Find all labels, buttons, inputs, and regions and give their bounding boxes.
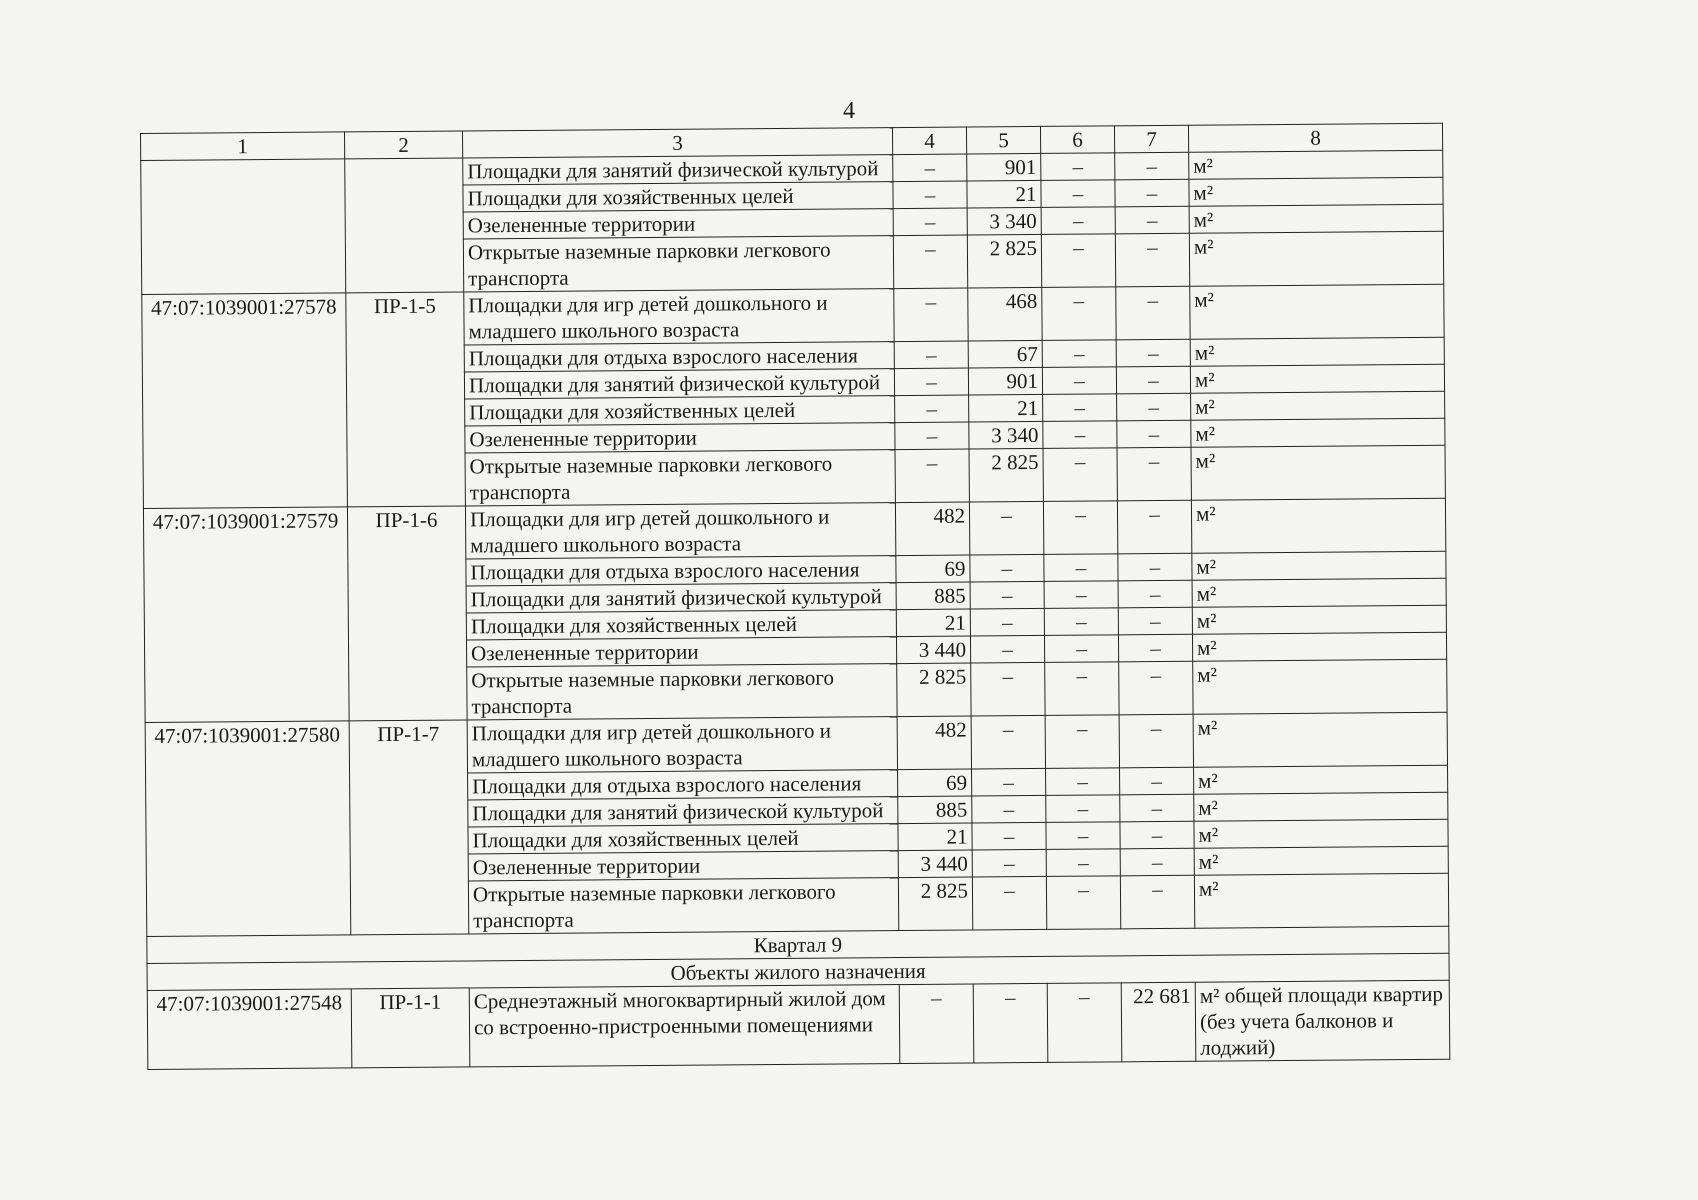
code-cell: ПР-1-1 — [351, 988, 470, 1068]
value-col4: – — [893, 208, 967, 236]
value-col6: – — [1044, 581, 1118, 609]
object-name: Площадки для хозяйственных целей — [466, 610, 896, 640]
value-col7: – — [1115, 152, 1189, 180]
value-col6: – — [1045, 715, 1119, 769]
value-col7: 22 681 — [1121, 982, 1196, 1062]
table-row — [147, 980, 1450, 1069]
value-col5: – — [970, 608, 1044, 636]
unit-cell: м² — [1190, 337, 1444, 366]
object-name: Площадки для игр детей дошкольного и младшего школьного возраста — [467, 717, 897, 773]
value-col4: 69 — [898, 769, 972, 797]
value-col7: – — [1120, 875, 1194, 929]
value-col5: – — [969, 501, 1043, 555]
value-col5: – — [972, 795, 1046, 823]
value-col5: – — [972, 876, 1046, 930]
value-col7: – — [1116, 366, 1190, 394]
object-name: Озелененные территории — [466, 637, 896, 667]
unit-cell: м² — [1193, 712, 1447, 767]
value-col6: – — [1046, 822, 1120, 850]
cadastral-cell: 47:07:1039001:27548 — [147, 989, 352, 1070]
value-col5: 901 — [967, 153, 1041, 181]
value-col5: – — [971, 715, 1045, 769]
unit-cell: м² — [1189, 204, 1443, 233]
unit-cell: м² — [1191, 498, 1445, 553]
value-col4: – — [895, 449, 969, 503]
object-name: Открытые наземные парковки легкового транспорта — [463, 236, 893, 292]
value-col5: 3 340 — [969, 421, 1043, 449]
value-col4: – — [894, 341, 968, 369]
value-col7: – — [1120, 848, 1194, 876]
value-col4: – — [894, 288, 968, 342]
unit-cell: м² — [1190, 284, 1444, 339]
col-header-1: 1 — [141, 132, 345, 161]
value-col4: 885 — [898, 796, 972, 824]
value-col6: – — [1041, 234, 1115, 288]
value-col6: – — [1043, 501, 1117, 555]
value-col7: – — [1119, 714, 1193, 768]
value-col6: – — [1042, 340, 1116, 368]
unit-cell: м² — [1190, 364, 1444, 393]
value-col5: 67 — [968, 340, 1042, 368]
value-col4: 21 — [898, 823, 972, 851]
value-col5: 2 825 — [967, 234, 1041, 288]
value-col5: 901 — [968, 367, 1042, 395]
object-name: Площадки для отдыха взрослого населения — [468, 770, 898, 800]
value-col6: – — [1047, 983, 1122, 1063]
col-header-4: 4 — [892, 127, 966, 155]
code-cell: ПР-1-7 — [349, 720, 469, 935]
object-name: Озелененные территории — [463, 209, 893, 239]
value-col7: – — [1119, 661, 1193, 715]
cadastral-cell — [141, 159, 346, 295]
unit-cell: м² — [1189, 177, 1443, 206]
value-col6: – — [1045, 662, 1119, 716]
value-col5: – — [971, 662, 1045, 716]
object-name: Площадки для игр детей дошкольного и младшего школьного возраста — [464, 289, 894, 345]
value-col7: – — [1115, 233, 1189, 287]
value-col4: 482 — [897, 716, 971, 770]
unit-cell: м² — [1194, 819, 1448, 848]
value-col7: – — [1117, 500, 1191, 554]
value-col5: 21 — [969, 394, 1043, 422]
value-col4: 69 — [896, 555, 970, 583]
unit-cell: м² — [1189, 150, 1443, 179]
unit-cell: м² — [1189, 231, 1443, 286]
value-col4: 3 440 — [896, 636, 970, 664]
value-col6: – — [1046, 849, 1120, 877]
value-col7: – — [1118, 634, 1192, 662]
value-col5: – — [970, 635, 1044, 663]
value-col7: – — [1120, 821, 1194, 849]
object-name: Озелененные территории — [468, 851, 898, 881]
object-name: Площадки для занятий физической культурой — [466, 583, 896, 613]
object-name: Открытые наземные парковки легкового транспорта — [468, 878, 898, 934]
value-col7: – — [1115, 206, 1189, 234]
object-name: Площадки для хозяйственных целей — [463, 182, 893, 212]
value-col4: 21 — [896, 609, 970, 637]
unit-cell: м² — [1191, 391, 1445, 420]
value-col5: – — [972, 768, 1046, 796]
value-col4: – — [893, 235, 967, 289]
value-col6: – — [1041, 207, 1115, 235]
objects-table — [140, 123, 1450, 1070]
value-col6: – — [1046, 795, 1120, 823]
object-name: Площадки для занятий физической культурой — [468, 797, 898, 827]
object-name: Озелененные территории — [465, 423, 895, 453]
object-name: Площадки для занятий физической культурой — [463, 155, 893, 185]
value-col7: – — [1116, 339, 1190, 367]
value-col4: 2 825 — [897, 663, 971, 717]
value-col7: – — [1117, 447, 1191, 501]
cadastral-cell: 47:07:1039001:27580 — [145, 721, 351, 937]
object-type-heading: Объекты жилого назначения — [147, 953, 1449, 990]
value-col4: – — [893, 181, 967, 209]
col-header-2: 2 — [344, 131, 462, 159]
value-col7: – — [1115, 179, 1189, 207]
value-col6: – — [1044, 554, 1118, 582]
unit-cell: м² — [1194, 792, 1448, 821]
value-col4: – — [893, 154, 967, 182]
page-number: 4 — [843, 98, 855, 124]
object-name: Площадки для занятий физической культурой — [464, 369, 894, 399]
quarter-heading: Квартал 9 — [147, 926, 1449, 963]
unit-cell: м² — [1192, 632, 1446, 661]
col-header-3: 3 — [462, 128, 892, 158]
code-cell: ПР-1-6 — [347, 506, 467, 721]
unit-cell: м² — [1192, 551, 1446, 580]
value-col5: – — [972, 822, 1046, 850]
value-col6: – — [1043, 448, 1117, 502]
value-col4: 482 — [895, 502, 969, 556]
col-header-7: 7 — [1114, 125, 1188, 153]
value-col4: – — [895, 395, 969, 423]
value-col5: – — [970, 581, 1044, 609]
object-name: Открытые наземные парковки легкового транспорта — [465, 450, 895, 506]
value-col6: – — [1046, 768, 1120, 796]
unit-cell: м² — [1192, 605, 1446, 634]
value-col4: 885 — [896, 582, 970, 610]
value-col6: – — [1043, 394, 1117, 422]
object-name: Площадки для отдыха взрослого населения — [464, 342, 894, 372]
value-col6: – — [1042, 287, 1116, 341]
value-col5: – — [970, 554, 1044, 582]
value-col6: – — [1041, 180, 1115, 208]
unit-cell: м² — [1194, 765, 1448, 794]
object-name: Открытые наземные парковки легкового транспорта — [467, 664, 897, 720]
value-col7: – — [1117, 420, 1191, 448]
value-col4: – — [895, 422, 969, 450]
value-col6: – — [1043, 421, 1117, 449]
code-cell: ПР-1-5 — [346, 292, 466, 507]
unit-cell: м² — [1193, 659, 1447, 714]
value-col7: – — [1117, 393, 1191, 421]
value-col6: – — [1044, 635, 1118, 663]
unit-cell: м² — [1194, 846, 1448, 875]
value-col7: – — [1118, 553, 1192, 581]
object-name: Площадки для хозяйственных целей — [465, 396, 895, 426]
value-col4: 2 825 — [898, 877, 972, 931]
value-col7: – — [1116, 286, 1190, 340]
value-col5: 2 825 — [969, 448, 1043, 502]
value-col5: 468 — [968, 287, 1042, 341]
col-header-6: 6 — [1040, 126, 1114, 154]
unit-cell: м² — [1191, 418, 1445, 447]
value-col7: – — [1120, 767, 1194, 795]
unit-cell: м² — [1191, 445, 1445, 500]
object-name: Площадки для отдыха взрослого населения — [466, 556, 896, 586]
value-col7: – — [1118, 580, 1192, 608]
value-col5: 21 — [967, 180, 1041, 208]
object-name: Площадки для игр детей дошкольного и младшего школьного возраста — [465, 503, 895, 559]
value-col6: – — [1041, 153, 1115, 181]
value-col7: – — [1120, 794, 1194, 822]
value-col6: – — [1042, 367, 1116, 395]
value-col6: – — [1046, 876, 1120, 930]
object-name: Площадки для хозяйственных целей — [468, 824, 898, 854]
value-col4: – — [899, 984, 974, 1064]
cadastral-cell: 47:07:1039001:27578 — [142, 293, 348, 509]
value-col7: – — [1118, 607, 1192, 635]
col-header-5: 5 — [966, 126, 1040, 154]
unit-cell: м² — [1194, 873, 1448, 928]
value-col4: 3 440 — [898, 850, 972, 878]
value-col5: 3 340 — [967, 207, 1041, 235]
object-name: Среднеэтажный многоквартирный жилой дом со встроенно-пристроенными помещениями — [469, 985, 900, 1067]
code-cell — [345, 158, 464, 293]
unit-cell: м² общей площади квартир (без учета балконов и лоджий) — [1195, 980, 1450, 1061]
value-col4: – — [894, 368, 968, 396]
col-header-8: 8 — [1188, 123, 1442, 152]
value-col6: – — [1044, 608, 1118, 636]
value-col5: – — [972, 849, 1046, 877]
cadastral-cell: 47:07:1039001:27579 — [143, 507, 349, 723]
unit-cell: м² — [1192, 578, 1446, 607]
value-col5: – — [973, 983, 1048, 1063]
